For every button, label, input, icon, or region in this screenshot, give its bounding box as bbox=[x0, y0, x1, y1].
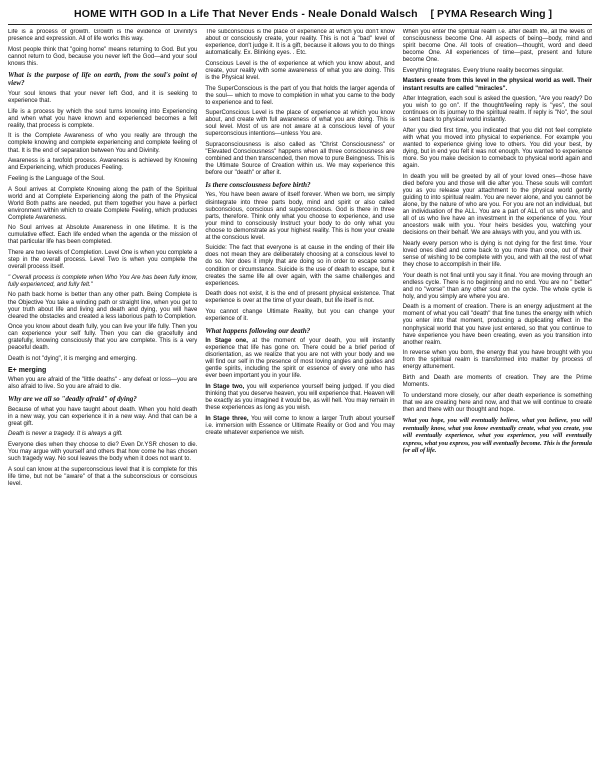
paragraph: The subconscious is the place of experience at which you don't know about or consciously create, your reality. This is not a "bad" level of experience, don't judge it. It is a gift, because it allows you to do things automatically. Ex. Blinking eyes. . Etc. bbox=[205, 29, 395, 57]
stage-paragraph bbox=[205, 416, 394, 437]
paragraph: Supraconsciousness is also called as "Christ Consciousness" or "Elevated Consciousness" happens when all three consciousness are combined and then transcended, then move to pure Beingness. This is the Ultimate Source of Creation within us. We may experience this before our "death" or after it. bbox=[205, 142, 395, 177]
stage-label: In Stage two, bbox=[205, 384, 245, 391]
paragraph: Death does not exist, it is the end of present physical existence. That experience is over at the time of your death, but life itself is not. bbox=[205, 291, 395, 305]
paragraph: It is the Complete Awareness of who you really are through the complete knowing and complete experiencing and complete feeling of that. It is the end of separation between You and Divinity. bbox=[8, 133, 198, 154]
paragraph: When you enter the spiritual realm i.e. after death life, all the levels of consciousness become One. All aspects of being—body, mind and spirit become One. All tools of creation—thought, word and deed become One. All experiences of time—past, present and future become One. bbox=[402, 29, 592, 64]
paragraph: Most people think that "going home" means returning to God. But you cannot return to God, because you never left the God—and your soul knows this. bbox=[8, 46, 198, 67]
header-title: HOME WITH GOD In a Life That Never Ends - Neale Donald Walsch bbox=[74, 8, 418, 20]
paragraph: To understand more closely, our after death experience is something that we are creating here and now, and that we will continue to create then and there with our thought and hope. bbox=[402, 392, 592, 413]
question-heading: Why are we all so "deadly afraid" of dying? bbox=[8, 395, 137, 404]
paragraph: You cannot change Ultimate Reality, but you can change your experience of it. bbox=[205, 308, 395, 322]
paragraph: No path back home is better than any other path. Being Complete is the Objective You take a winding path or straight line, when you get to your truth about life and living and death and dying, you will have cleared the obstacles and created a less laborious path to Completion. bbox=[8, 292, 198, 320]
question-heading: What is the purpose of life on earth, from the soul's point of view? bbox=[8, 71, 198, 88]
paragraph: The SuperConscious is the part of you that holds the larger agenda of the soul— which to move to completion in what you came to the body to experience and to feel. bbox=[205, 85, 395, 106]
paragraph: Suicide: The fact that everyone is at cause in the ending of their life does not mean they are deliberately choosing at a conscious level to do so. Nor does it imply that are doing so in order to escape some condition or circumstance. Suicide is the use of death to escape, but it creates the same life all over again, with the same challenges and experiences. bbox=[205, 245, 395, 287]
center-heading: E+ merging bbox=[8, 366, 47, 374]
paragraph: A Soul arrives at Complete Knowing along the path of the Spiritual world and at Complete Experiencing along the path of the Physical World Both paths are needed, put them together you have a perfect environment within which to create Complete Feeling, which produces Complete Awareness. bbox=[8, 186, 198, 221]
paragraph: SuperConscious Level is the place of experience at which you know about, and create with full awareness of what you are doing. This is soul level. Most of us are not aware at a conscious level of your superconscious intentions—unless You are. bbox=[205, 110, 395, 138]
paragraph: Your soul knows that your never left God, and it is seeking to experience that. bbox=[8, 91, 198, 105]
paragraph: Everyone dies when they choose to die? Even Dr.YSR chosen to die. You may argue with yourself and others that how come he has chosen such tragedy way. No soul leaves the body when it does not want to. bbox=[8, 441, 198, 463]
paragraph: Because of what you have taught about death. When you hold death in a new way, you can experience it in a new way. And that can be a great gift. bbox=[8, 406, 198, 427]
text-columns bbox=[8, 29, 592, 777]
paragraph: No Soul arrives at Absolute Awareness in one lifetime. It is the cumulative effect. Each life ended when the agenda or the mission of that particular life has been completed. bbox=[8, 225, 198, 246]
column-1 bbox=[8, 29, 197, 777]
stage-paragraph bbox=[205, 384, 394, 412]
question-heading: What happens following our death? bbox=[205, 326, 311, 335]
paragraph: Awareness is a twofold process. Awareness is achieved by Knowing and Experiencing, which produces Feeling. bbox=[8, 158, 198, 172]
closing-formula: What you hope, you will eventually believe, what you believe, you will eventually know, what you know eventually create, what you create, you will eventually experience, what you experience, you will eventually express, what you express, you will eventually become. This is the formula for all of life. bbox=[402, 417, 592, 455]
paragraph: Life is a process by which the soul turns knowing into Experiencing and when what you have known and experienced becomes a felt reality, that process is complete. bbox=[8, 108, 198, 129]
paragraph: After you died first time, you indicated that you did not feel complete with what you moved into physical to experience. For example you wanted to experience giving love to others. You did your best, by dying, but in end you felt it was not enough. You wanted to experience more. So you make decision to comeback to physical world again and again. bbox=[402, 127, 592, 170]
paragraph: Everything Integrates. Every triune reality becomes singular. bbox=[402, 67, 564, 74]
paragraph: Life is a process of growth. Growth is the evidence of Divinity's presence and expression. All of life works this way. bbox=[8, 29, 198, 43]
stage-text: you will experience yourself being judged. If you died thinking that you deserve heaven, you will experience that. Heaven will be exactly as you imagined it would be, as will hell. You may remain in these experiences as long as you wish. bbox=[205, 384, 395, 412]
paragraph: Death is not "dying", it is merging and emerging. bbox=[8, 356, 137, 363]
page-header bbox=[8, 6, 592, 25]
paragraph: Death is a moment of creation. There is an energy adjustment at the moment of what you call "death" that fine tunes the energy with which you enter into that moment, producing a duplicating effect in the nonphysical world that you have just entered, so that you continue to have experience you have been creating, even as you transition into another realm. bbox=[402, 304, 592, 346]
paragraph: In reverse when you born, the energy that you have brought with you from the spiritual realm is transformed into matter by process of energy attunement. bbox=[402, 350, 592, 371]
paragraph: There are two levels of Completion. Level One is when you complete a step in the overall process. Level Two is when you complete the overall process itself. bbox=[8, 250, 198, 271]
paragraph: After Integration, each soul is asked the question, "Are you ready? Do you wish to go on". If the thought/feeling reply is "yes", the soul continues on its journey to the spiritual realm. If reply is "No", the soul is sent back to physical world instantly. bbox=[402, 96, 592, 124]
stage-paragraph bbox=[205, 338, 394, 380]
paragraph: Nearly every person who is dying is not dying for the first time. Your loved ones died and come back to you more than once, out of their sense of wishing to be complete with you, and with all the rest of what they chose to accomplish in their life. bbox=[402, 240, 592, 268]
paragraph: When you are afraid of the "little deaths" - any defeat or loss—you are also afraid to live. So you are afraid to die. bbox=[8, 377, 198, 391]
paragraph: Feeling is the Language of the Soul. bbox=[8, 175, 105, 182]
paragraph: Conscious Level is the of experience at which you know about, and create, your reality with some awareness of what you are doing. This is the Physical level. bbox=[205, 60, 395, 81]
stage-text: You will come to know a larger Truth about yourself i.e. immersion with Essence or Ultimate Reality or God and You may create whatever experience we wish. bbox=[205, 415, 395, 436]
paragraph: A soul can know at the superconscious level that it is complete for this life time, but not be "aware" of that a the subconscious or conscious level. bbox=[8, 466, 198, 487]
stage-label: In Stage one, bbox=[205, 338, 248, 345]
stage-text: at the moment of your death, you will instantly experience that life has gone on. There could be a brief period of disorientation, as we realize that you are not with your body and we will find our self in the presence of most loving angles and guides and gentle spirits, including the spirit or essence of every one who has ever been important you in your life. bbox=[205, 338, 395, 380]
paragraph: Masters create from this level in the physical world as well. Their instant results are called "miracles". bbox=[402, 78, 592, 92]
column-3 bbox=[403, 29, 592, 777]
header-wing: [ PYMA Research Wing ] bbox=[430, 8, 552, 20]
paragraph: Your death is not final until you say it final. You are moving through an endless cycle. There is no beginning and no end. You are no " better" and no "worse" than any other soul on the cycle. The whole cycle is holy, and you simply are where you are. bbox=[402, 272, 592, 300]
paragraph: Yes, You have been aware of itself forever. When we born, we simply disintegrate into three parts body, mind and spirit or also called subconscious, conscious and superconscious. God is there in three parts, therefore. Think only what you choose to experience, and use your mind to consciously Instruct your body to do only what you choose to demonstrate as your highest reality. This is how your create at the conscious level. bbox=[205, 192, 395, 241]
column-2 bbox=[205, 29, 394, 777]
paragraph: Once you know about death fully, you can live your life fully. Then you can experience your self fully. Then you can die gracefully and gratefully, knowing consciously that you are complete. This is a very peaceful death. bbox=[8, 324, 198, 352]
quote: " Overall process is complete when Who You Are has been fully know, fully experienced, and fully felt." bbox=[8, 274, 198, 288]
italic-line: Death is never a tragedy. It is always a gift. bbox=[8, 431, 123, 438]
question-heading: Is there consciousness before birth? bbox=[205, 180, 311, 189]
paragraph: Birth and Death are moments of creation. They are the Prime Moments. bbox=[402, 375, 592, 389]
stage-label: In Stage three, bbox=[205, 415, 249, 422]
paragraph: In death you will be greeted by all of your loved ones—those have died before you and those will die after you. These souls will comfort you as you release your attachment to the physical world gently guiding to into spiritual realm. You are never alone, and you cannot be alone, by the nature of who are you. For you are not an individual, but an individuation of the ALL. You are a part of ALL of us who live, and all of us who live have an investment in the experience of you. Your ancestors walk with you. Your heirs besides you, watching your decisions on their behalf. We are always with you, and you with us. bbox=[402, 173, 592, 237]
